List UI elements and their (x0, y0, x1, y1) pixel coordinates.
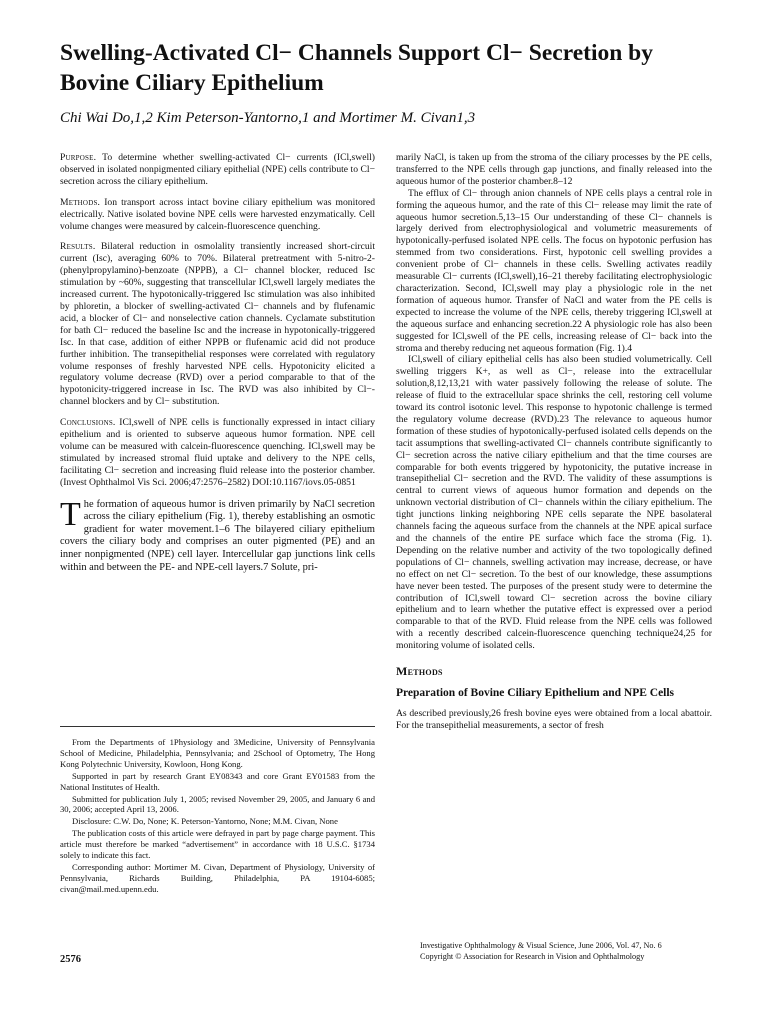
abstract-methods (60, 197, 375, 233)
methods-heading: Methods (396, 664, 443, 679)
body-paragraph: As described previously,26 fresh bovine eyes were obtained from a local abattoir. For the transepithelial measurements, a sector of fresh (396, 707, 712, 731)
abstract-purpose (60, 152, 375, 188)
footnote-dates: Submitted for publication July 1, 2005; revised November 29, 2005, and January 6 and 30, 2006; accepted April 13, 2006. (60, 793, 375, 815)
abstract-results (60, 241, 375, 408)
right-column (396, 152, 712, 732)
body-paragraph: The efflux of Cl− through anion channels of NPE cells plays a central role in forming the aqueous humor, and the rate of this Cl− release may limit the rate of aqueous humor secretion.5,13–15 Our understanding of these Cl− channels is largely derived from electrophysiological and volumetric measurements of hypotonically-perfused isolated NPE cells. The focus on hypotonic perfusion has stemmed from two considerations. First, hypotonic cell swelling provides a convenient probe of Cl− channels in these cells. Swelling activates readily measurable Cl− currents (ICl,swell),16–21 thereby facilitating electrophysiologic characterization. Second, ICl,swell may play a physiologic role in the net formation of aqueous humor. Transfer of NaCl and water from the PE cells is expected to increase the volume of the NPE cells, thereby triggering ICl,swell at the aqueous surface and enhancing secretion.22 A physiologic role has also been suggested for ICl,swell of the PE cells, increasing release of Cl− back into the stroma and thereby reducing net aqueous formation (Fig. 1).4 (396, 187, 712, 354)
drop-cap: T (60, 495, 81, 533)
left-column (60, 152, 375, 574)
footnote-disclosure: Disclosure: C.W. Do, None; K. Peterson-Yantorno, None; M.M. Civan, None (72, 816, 338, 827)
conclusions-text: ICl,swell of NPE cells is functionally expressed in intact ciliary epithelium and is oriented to subserve aqueous humor formation. NPE cell volume can be measured with calcein-fluorescence quenching. ICl,swell may be stimulated by increased stromal fluid uptake and delivery to the NPE cells, facilitating Cl− secretion and increasing fluid release into the posterior chamber. (Invest Ophthalmol Vis Sci. 2006;47:2576–2582) DOI:10.1167/iovs.05-0851 (60, 417, 375, 488)
purpose-label: Purpose. (60, 152, 97, 163)
results-label: Results. (60, 241, 96, 253)
copyright-line: Copyright © Association for Research in Vision and Ophthalmology (420, 952, 645, 961)
abstract (60, 152, 375, 489)
footnote-affiliations: From the Departments of 1Physiology and 3Medicine, University of Pennsylvania School of Medicine, Philadelphia, Pennsylvania; and 2School of Optometry, The Hong Kong Polytechnic University, Kowloon, Hong Kong. (60, 737, 375, 769)
results-text: Bilateral reduction in osmolality transiently increased short-circuit current (Isc), averaging 60% to 70%. Bilateral pretreatment with 5-nitro-2-(phenylpropylamino)-benzoate (NPPB), a Cl− channel blocker, reduced Isc stimulation by ~60%, suggesting that transcellular ICl,swell largely mediates the increased current. The hypotonically-triggered Isc stimulation was also inhibited by phloretin, a blocker of swelling-activated Cl− channels and by flufenamic acid, a blocker of Cl− and nonselective cation channels. Cyclamate substitution for bath Cl− reduced the baseline Isc and the increase in hypotonically-triggered Isc. In that case, addition of either NPPB or flufenamic acid did not produce further inhibition. The transepithelial responses were correlated with regulatory volume responses of freshly harvested NPE cells. Hypotonicity elicited a regulatory volume decrease (RVD) over a period comparable to that of the hypotonicity-triggered increase in Isc. The RVD was also inhibited by Cl−-channel blockers and by Cl− substitution. (60, 241, 375, 408)
conclusions-label: Conclusions. (60, 417, 116, 429)
methods-label: Methods. (60, 196, 101, 208)
body-paragraph: marily NaCl, is taken up from the stroma of the ciliary processes by the PE cells, transferred to the NPE cells through gap junctions, and finally released into the aqueous humor of the posterior chamber.8–12 (396, 152, 712, 187)
journal-info (420, 940, 720, 962)
introduction-paragraph (60, 495, 375, 575)
abstract-conclusions (60, 417, 375, 488)
purpose-text: To determine whether swelling-activated Cl− currents (ICl,swell) observed in isolated nonpigmented ciliary epithelial (NPE) cells contribute to Cl− secretion across the ciliary epithelium. (60, 152, 375, 187)
intro-text: he formation of aqueous humor is driven primarily by NaCl secretion across the ciliary epithelium (Fig. 1), thereby establishing an osmotic gradient for water movement.1–6 The bilayered ciliary epithelium covers the ciliary body and comprises an outer pigmented (PE) and an inner nonpigmented (NPE) cell layer. Intercellular gap junctions link cells within and between the PE- and NPE-cell layers.7 Solute, pri- (60, 498, 375, 573)
footnote-funding: Supported in part by research Grant EY08343 and core Grant EY01583 from the National Institutes of Health. (60, 770, 375, 792)
article-title: Swelling-Activated Cl− Channels Support Cl− Secretion by Bovine Ciliary Epithelium (60, 40, 653, 96)
footnote-publication-costs: The publication costs of this article were defrayed in part by page charge payment. This article must therefore be marked “advertisement” in accordance with 18 U.S.C. §1734 solely to indicate this fact. (60, 828, 375, 861)
body-paragraph: ICl,swell of ciliary epithelial cells has also been studied volumetrically. Cell swelling triggers K+, as well as Cl−, release into the extracellular solution,8,12,13,21 with water passively following the release of solute. The release of fluid to the extracellular space shrinks the cell, restoring cell volume toward its control isotonic level. This response to hypotonic challenge is termed the regulatory volume decrease (RVD).23 The relevance to aqueous humor formation of these studies of hypotonically-perfused isolated cells depends on the tacit assumptions that swelling-activated Cl− channels contribute significantly to Cl− secretion across the native ciliary epithelium and that the time courses are comparable for both events triggered by hypotonicity, the putative increase in transepithelial Cl− secretion and the RVD. The validity of these assumptions is central to current views of aqueous humor formation and depends on the unknown vectorial distribution of Cl− channels within the ciliary epithelium. The tight junctions linking neighboring NPE cells separate the NPE basolateral channels facing the aqueous surface from the channels at the NPE apical surface and the channels of the entire PE surface which face the stroma (Fig. 1). Depending on the relative number and activity of the two topologically defined populations of Cl− channels, swelling activation may increase, decrease, or have no effect on net Cl− secretion. To the best of our knowledge, these assumptions have never been tested. The purposes of the present study were to determine the contribution of ICl,swell toward Cl− secretion across the bovine ciliary epithelium and to learn whether the putative effect is expressed over a period comparable to that of the RVD. Fluid release from the NPE cells was followed with a recently described calcein-fluorescence quenching technique24,25 for monitoring volume of isolated cells. (396, 354, 712, 652)
journal-citation: Investigative Ophthalmology & Visual Science, June 2006, Vol. 47, No. 6 (420, 941, 662, 950)
footnote-corresponding-author: Corresponding author: Mortimer M. Civan, Department of Physiology, University of Pennsylvania, Richards Building, Philadelphia, PA 19104-6085; civan@mail.med.upenn.edu. (60, 861, 375, 894)
methods-subheading: Preparation of Bovine Ciliary Epithelium and NPE Cells (396, 686, 675, 699)
footnotes (60, 726, 375, 896)
author-list: Chi Wai Do,1,2 Kim Peterson-Yantorno,1 and Mortimer M. Civan1,3 (60, 110, 476, 126)
page-number: 2576 (60, 954, 81, 965)
methods-text: Ion transport across intact bovine ciliary epithelium was monitored electrically. Native isolated bovine NPE cells were harvested enzymatically. Cell volume changes were measured by calcein-fluorescence quenching. (60, 196, 375, 232)
